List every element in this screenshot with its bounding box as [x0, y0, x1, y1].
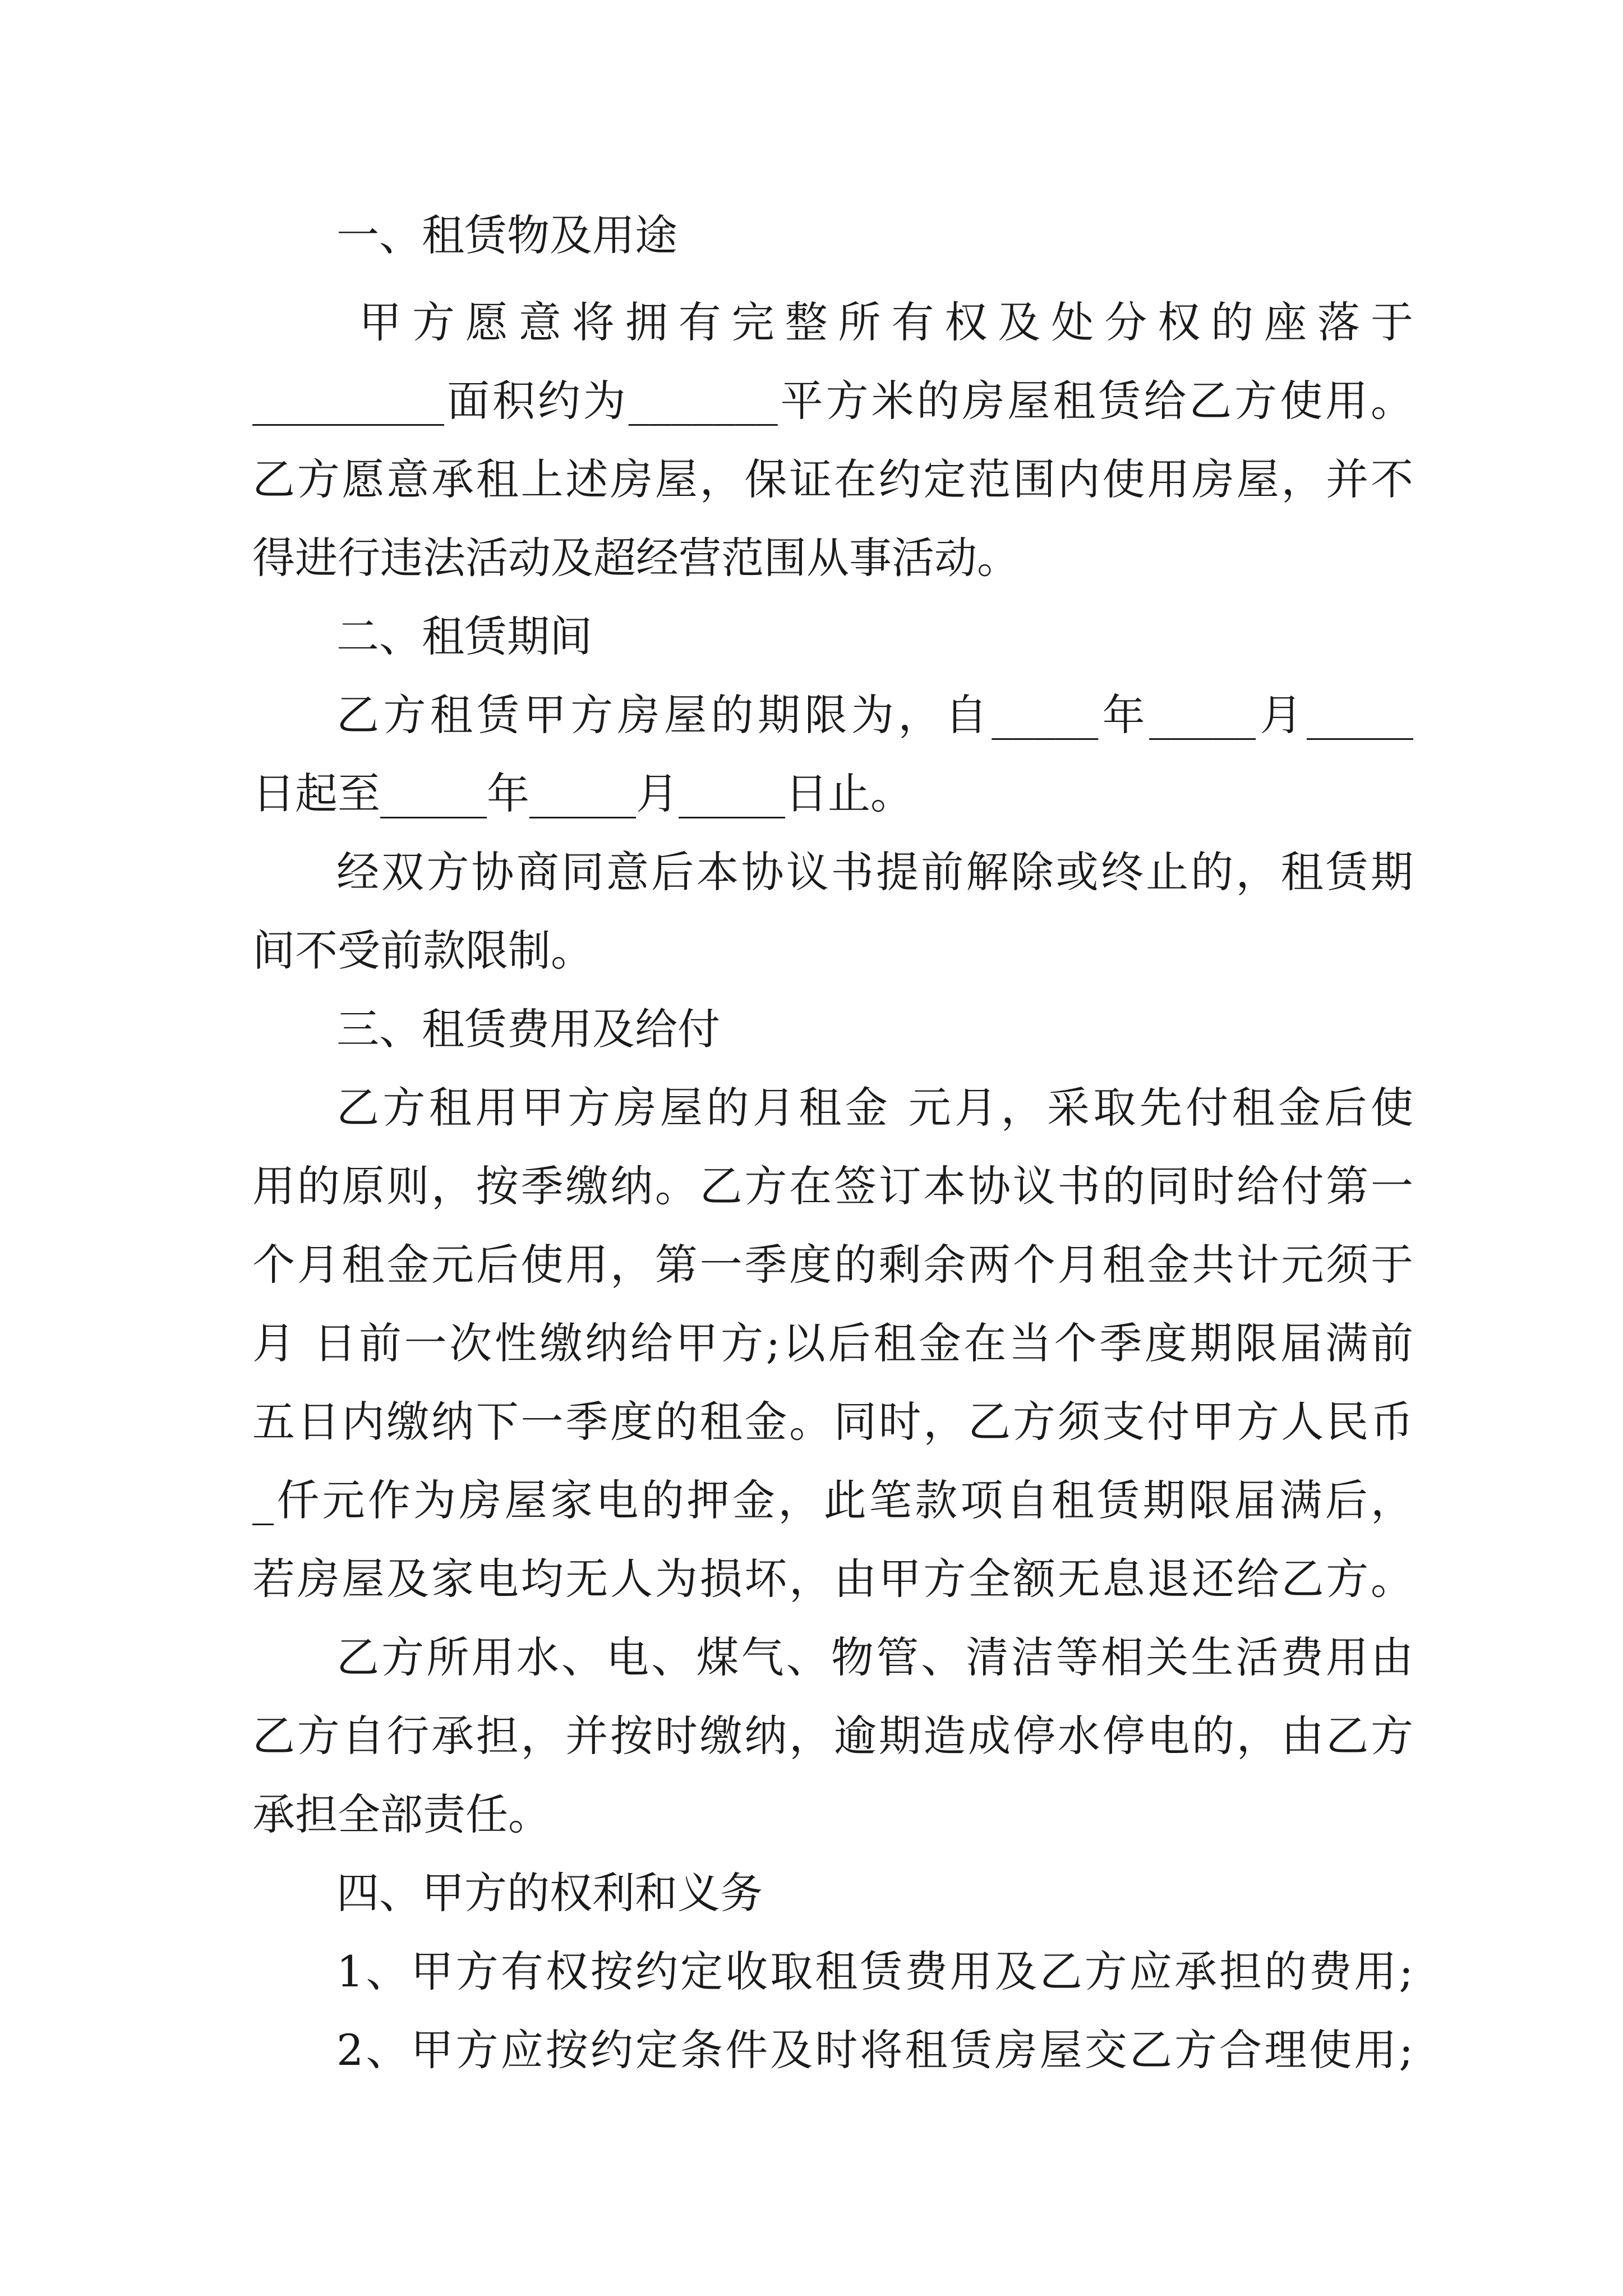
paragraph-line: 月 日前一次性缴纳给甲方;以后租金在当个季度期限届满前 [252, 1318, 1413, 1368]
paragraph-line: 若房屋及家电均无人为损坏，由甲方全额无息退还给乙方。 [252, 1554, 1413, 1604]
list-item: 2、甲方应按约定条件及时将租赁房屋交乙方合理使用; [336, 2025, 1413, 2075]
paragraph-line: _________面积约为_______平方米的房屋租赁给乙方使用。 [252, 376, 1413, 426]
paragraph-line: 乙方租用甲方房屋的月租金 元月，采取先付租金后使 [336, 1083, 1413, 1133]
paragraph-line: 乙方所用水、电、煤气、物管、清洁等相关生活费用由 [336, 1632, 1413, 1682]
paragraph-line: 用的原则，按季缴纳。乙方在签订本协议书的同时给付第一 [252, 1161, 1413, 1211]
paragraph-line: _仟元作为房屋家电的押金，此笔款项自租赁期限届满后， [252, 1475, 1413, 1525]
paragraph-line: 个月租金元后使用，第一季度的剩余两个月租金共计元须于 [252, 1240, 1413, 1290]
paragraph-line: 经双方协商同意后本协议书提前解除或终止的，租赁期 [336, 847, 1413, 897]
paragraph-line: 五日内缴纳下一季度的租金。同时，乙方须支付甲方人民币 [252, 1397, 1413, 1447]
paragraph-line: 得进行违法活动及超经营范围从事活动。 [252, 533, 1020, 583]
list-item: 1、甲方有权按约定收取租赁费用及乙方应承担的费用; [336, 1947, 1413, 1996]
paragraph-line: 乙方愿意承租上述房屋，保证在约定范围内使用房屋，并不 [252, 454, 1413, 504]
paragraph-line: 承担全部责任。 [252, 1789, 551, 1839]
heading-4: 四、甲方的权利和义务 [336, 1868, 763, 1918]
heading-1: 一、租赁物及用途 [336, 210, 677, 260]
paragraph-line: 甲方愿意将拥有完整所有权及处分权的座落于 [359, 297, 1413, 347]
heading-3: 三、租赁费用及给付 [336, 1004, 720, 1054]
heading-2: 二、租赁期间 [336, 611, 592, 661]
paragraph-line: 间不受前款限制。 [252, 926, 593, 976]
paragraph-line: 乙方租赁甲方房屋的期限为，自_____年_____月_____ [336, 690, 1413, 740]
paragraph-line: 乙方自行承担，并按时缴纳，逾期造成停水停电的，由乙方 [252, 1711, 1413, 1761]
paragraph-line: 日起至_____年_____月_____日止。 [252, 769, 913, 818]
